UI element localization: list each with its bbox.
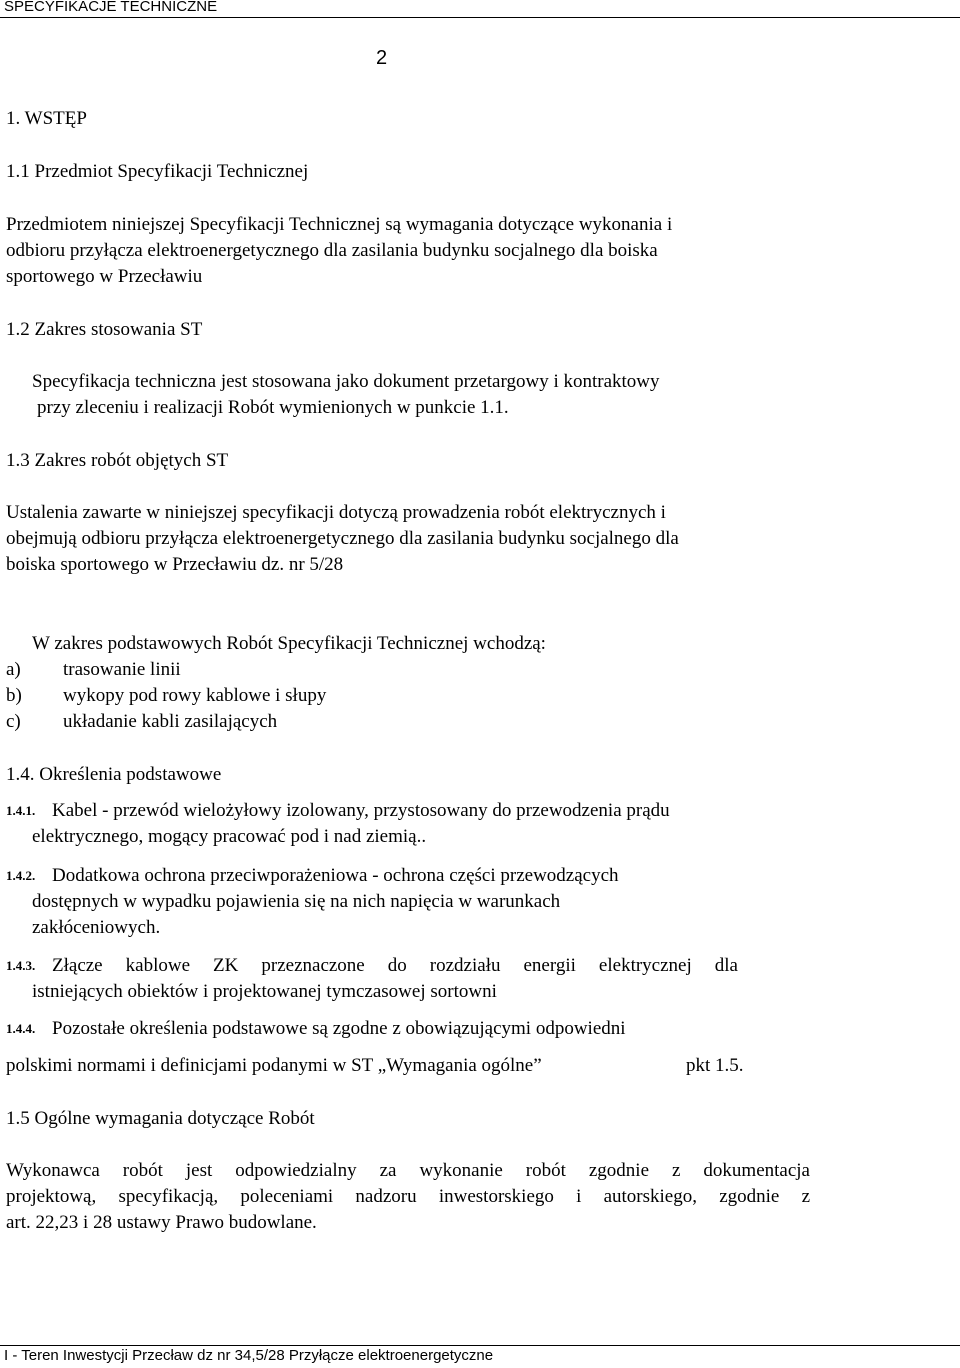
list-item: trasowanie linii [63,659,181,680]
list-item-letter: c) [6,711,21,732]
paragraph-line: sportowego w Przecławiu [6,266,203,287]
paragraph-line: Wykonawca robót jest odpowiedzialny za wykonanie robót zgodnie z dokumentacja [6,1160,810,1181]
list-item-letter: a) [6,659,21,680]
definition-line: Dodatkowa ochrona przeciwporażeniowa - ochrona części przewodzących [52,865,619,886]
paragraph-line: projektową, specyfikacją, poleceniami nadzoru inwestorskiego i autorskiego, zgodnie z [6,1186,810,1207]
definition-line: Pozostałe określenia podstawowe są zgodne z obowiązującymi odpowiedni [52,1018,626,1039]
definition-number: 1.4.4. [6,1021,36,1036]
definition-line: dostępnych w wypadku pojawienia się na nich napięcia w warunkach [32,891,561,912]
definition-reference: pkt 1.5. [686,1055,744,1076]
section-1-1-title: 1.1 Przedmiot Specyfikacji Technicznej [6,161,309,182]
list-item: układanie kabli zasilających [63,711,278,732]
definition-continuation: polskimi normami i definicjami podanymi w ST „Wymagania ogólne” [6,1055,542,1076]
definition-line: elektrycznego, mogący pracować pod i nad ziemią.. [32,826,427,847]
running-footer: I - Teren Inwestycji Przecław dz nr 34,5/28 Przyłącze elektroenergetyczne [4,1347,494,1364]
paragraph-line: Ustalenia zawarte w niniejszej specyfikacji dotyczą prowadzenia robót elektrycznych i [6,502,666,523]
paragraph-line: obejmują odbioru przyłącza elektroenergetycznego dla zasilania budynku socjalnego dla [6,528,679,549]
definition-line: zakłóceniowych. [32,917,161,938]
paragraph-line: boiska sportowego w Przecławiu dz. nr 5/28 [6,554,344,575]
section-1-title: 1. WSTĘP [6,108,87,129]
paragraph-line: art. 22,23 i 28 ustawy Prawo budowlane. [6,1212,317,1233]
section-1-5-title: 1.5 Ogólne wymagania dotyczące Robót [6,1108,315,1129]
paragraph-line: Przedmiotem niniejszej Specyfikacji Technicznej są wymagania dotyczące wykonania i [6,214,673,235]
definition-line: istniejących obiektów i projektowanej tymczasowej sortowni [32,981,497,1002]
paragraph-line: odbioru przyłącza elektroenergetycznego dla zasilania budynku socjalnego dla boiska [6,240,658,261]
list-item: wykopy pod rowy kablowe i słupy [63,685,327,706]
header-rule [0,17,960,18]
paragraph-line: Specyfikacja techniczna jest stosowana jako dokument przetargowy i kontraktowy [32,371,660,392]
page-number: 2 [376,47,388,69]
section-1-3-title: 1.3 Zakres robót objętych ST [6,450,229,471]
definition-line: Kabel - przewód wielożyłowy izolowany, przystosowany do przewodzenia prądu [52,800,670,821]
section-1-4-title: 1.4. Określenia podstawowe [6,764,222,785]
footer-rule [0,1345,960,1346]
definition-line: Złącze kablowe ZK przeznaczone do rozdziału energii elektrycznej dla [52,955,738,976]
paragraph-line: przy zleceniu i realizacji Robót wymienionych w punkcie 1.1. [37,397,509,418]
definition-number: 1.4.3. [6,958,36,973]
running-header: SPECYFIKACJE TECHNICZNE [4,0,218,15]
definition-number: 1.4.1. [6,803,36,818]
list-intro: W zakres podstawowych Robót Specyfikacji Technicznej wchodzą: [32,633,546,654]
list-item-letter: b) [6,685,22,706]
section-1-2-title: 1.2 Zakres stosowania ST [6,319,203,340]
definition-number: 1.4.2. [6,868,36,883]
